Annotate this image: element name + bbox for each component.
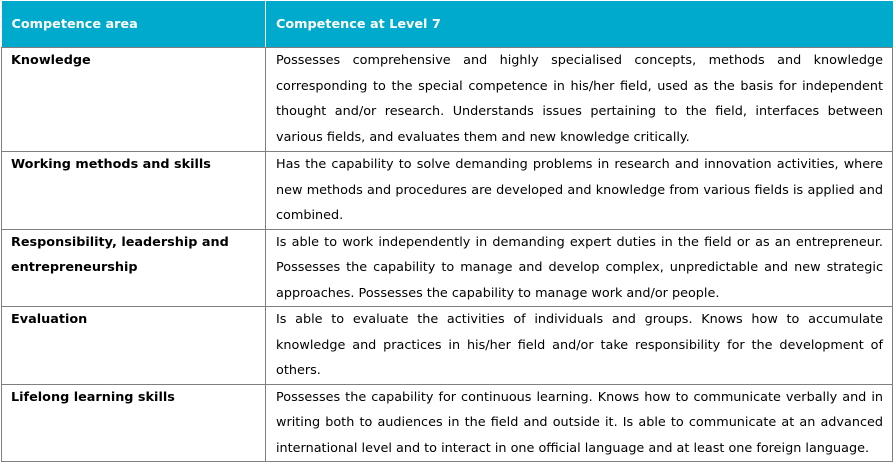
competence-description-cell: Is able to evaluate the activities of individuals and groups. Knows how to accumulate knowledge and practices in his/her field and/or take responsibility for the development of others.: [266, 307, 893, 385]
header-competence-level-7: Competence at Level 7: [266, 1, 893, 48]
competence-description-cell: Is able to work independently in demanding expert duties in the field or as an entrepreneur. Possesses the capability to manage and develop complex, unpredictable and new strategic approaches. Possesses the capability to manage work and/or people.: [266, 229, 893, 307]
table-row: [2, 48, 893, 152]
competence-table: [1, 1, 893, 462]
competence-description-cell: Has the capability to solve demanding problems in research and innovation activities, where new methods and procedures are developed and knowledge from various fields is applied and combined.: [266, 152, 893, 230]
competence-description-cell: Possesses the capability for continuous learning. Knows how to communicate verbally and in writing both to audiences in the field and outside it. Is able to communicate at an advanced international level and to interact in one official language and at least one foreign language.: [266, 384, 893, 462]
header-competence-area: Competence area: [2, 1, 266, 48]
competence-area-cell: Evaluation: [2, 307, 266, 385]
competence-description-cell: Possesses comprehensive and highly specialised concepts, methods and knowledge corresponding to the special competence in his/her field, used as the basis for independent thought and/or research. Understands issues pertaining to the field, interfaces between various fields, and evaluates them and new knowledge critically.: [266, 48, 893, 152]
table-row: [2, 229, 893, 307]
competence-area-cell: Responsibility, leadership and entrepreneurship: [2, 229, 266, 307]
table-row: [2, 152, 893, 230]
header-row: [2, 1, 893, 48]
table-row: [2, 384, 893, 462]
competence-area-cell: Working methods and skills: [2, 152, 266, 230]
table-row: [2, 307, 893, 385]
competence-area-cell: Lifelong learning skills: [2, 384, 266, 462]
competence-area-cell: Knowledge: [2, 48, 266, 152]
